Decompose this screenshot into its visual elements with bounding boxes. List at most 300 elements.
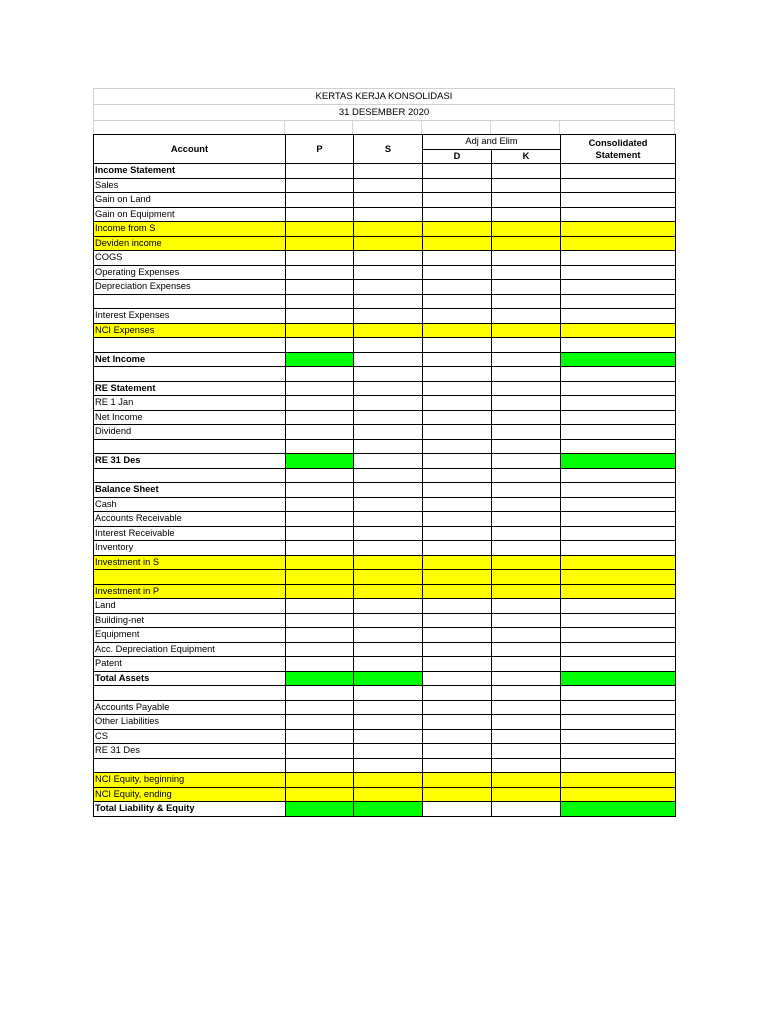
cell-d[interactable] xyxy=(423,294,492,309)
cell-k[interactable] xyxy=(492,802,561,817)
cell-d[interactable] xyxy=(423,381,492,396)
cell-cs[interactable] xyxy=(561,758,676,773)
table-row xyxy=(94,410,676,425)
cell-p[interactable] xyxy=(286,265,354,280)
table-row xyxy=(94,280,676,295)
cell-cs[interactable] xyxy=(561,193,676,208)
cell-cs[interactable] xyxy=(561,483,676,498)
cell-s[interactable] xyxy=(354,410,423,425)
cell-k[interactable] xyxy=(492,207,561,222)
cell-k[interactable] xyxy=(492,367,561,382)
cell-cs[interactable] xyxy=(561,671,676,686)
cell-s[interactable] xyxy=(354,236,423,251)
cell-k[interactable] xyxy=(492,193,561,208)
cell-s[interactable] xyxy=(354,802,423,817)
cell-k[interactable] xyxy=(492,758,561,773)
account-label: Interest Receivable xyxy=(94,526,286,541)
table-row xyxy=(94,222,676,237)
cell-p[interactable] xyxy=(286,294,354,309)
table-row xyxy=(94,251,676,266)
cell-cs[interactable] xyxy=(561,251,676,266)
cell-s[interactable] xyxy=(354,729,423,744)
cell-p[interactable] xyxy=(286,541,354,556)
cell-cs[interactable] xyxy=(561,468,676,483)
spacer-row xyxy=(93,121,675,134)
cell-k[interactable] xyxy=(492,555,561,570)
table-row xyxy=(94,787,676,802)
cell-cs[interactable] xyxy=(561,410,676,425)
cell-d[interactable] xyxy=(423,439,492,454)
cell-s[interactable] xyxy=(354,193,423,208)
cell-cs[interactable] xyxy=(561,584,676,599)
cell-d[interactable] xyxy=(423,541,492,556)
cell-d[interactable] xyxy=(423,729,492,744)
cell-cs[interactable] xyxy=(561,657,676,672)
cell-s[interactable] xyxy=(354,700,423,715)
cell-k[interactable] xyxy=(492,787,561,802)
cell-s[interactable] xyxy=(354,323,423,338)
cell-p[interactable] xyxy=(286,338,354,353)
cell-d[interactable] xyxy=(423,483,492,498)
cell-cs[interactable] xyxy=(561,207,676,222)
cell-p[interactable] xyxy=(286,323,354,338)
cell-d[interactable] xyxy=(423,555,492,570)
cell-cs[interactable] xyxy=(561,613,676,628)
cell-s[interactable] xyxy=(354,758,423,773)
cell-cs[interactable] xyxy=(561,541,676,556)
account-label: Inventory xyxy=(94,541,286,556)
cell-s[interactable] xyxy=(354,396,423,411)
table-row xyxy=(94,381,676,396)
cell-s[interactable] xyxy=(354,178,423,193)
cell-s[interactable] xyxy=(354,381,423,396)
header-consolidated xyxy=(561,135,676,164)
cell-p[interactable] xyxy=(286,599,354,614)
cell-p[interactable] xyxy=(286,178,354,193)
cell-d[interactable] xyxy=(423,338,492,353)
table-row xyxy=(94,323,676,338)
cell-p[interactable] xyxy=(286,309,354,324)
cell-k[interactable] xyxy=(492,294,561,309)
account-label: Operating Expenses xyxy=(94,265,286,280)
cell-s[interactable] xyxy=(354,164,423,179)
account-label xyxy=(94,758,286,773)
cell-cs[interactable] xyxy=(561,599,676,614)
cell-cs[interactable] xyxy=(561,787,676,802)
cell-k[interactable] xyxy=(492,715,561,730)
cell-cs[interactable] xyxy=(561,425,676,440)
cell-d[interactable] xyxy=(423,497,492,512)
cell-p[interactable] xyxy=(286,439,354,454)
account-label: Building-net xyxy=(94,613,286,628)
cell-k[interactable] xyxy=(492,396,561,411)
cell-s[interactable] xyxy=(354,294,423,309)
cell-p[interactable] xyxy=(286,628,354,643)
account-label: Accounts Payable xyxy=(94,700,286,715)
account-label: Depreciation Expenses xyxy=(94,280,286,295)
cell-k[interactable] xyxy=(492,309,561,324)
cell-p[interactable] xyxy=(286,570,354,585)
account-label: NCI Equity, ending xyxy=(94,787,286,802)
cell-d[interactable] xyxy=(423,613,492,628)
cell-cs[interactable] xyxy=(561,526,676,541)
cell-k[interactable] xyxy=(492,613,561,628)
cell-cs[interactable] xyxy=(561,802,676,817)
cell-cs[interactable] xyxy=(561,352,676,367)
account-label: Other Liabilities xyxy=(94,715,286,730)
account-label: Acc. Depreciation Equipment xyxy=(94,642,286,657)
cell-k[interactable] xyxy=(492,352,561,367)
table-row xyxy=(94,338,676,353)
account-label xyxy=(94,468,286,483)
table-row xyxy=(94,236,676,251)
header-p: P xyxy=(286,135,354,164)
cell-cs[interactable] xyxy=(561,396,676,411)
cell-d[interactable] xyxy=(423,700,492,715)
account-label: Gain on Land xyxy=(94,193,286,208)
cell-cs[interactable] xyxy=(561,164,676,179)
cell-k[interactable] xyxy=(492,265,561,280)
cell-p[interactable] xyxy=(286,222,354,237)
cell-s[interactable] xyxy=(354,265,423,280)
cell-p[interactable] xyxy=(286,686,354,701)
cell-s[interactable] xyxy=(354,352,423,367)
cell-d[interactable] xyxy=(423,642,492,657)
header-d: D xyxy=(423,149,492,164)
cell-k[interactable] xyxy=(492,729,561,744)
header-adj-elim: Adj and Elim xyxy=(423,135,561,150)
cell-d[interactable] xyxy=(423,657,492,672)
table-row xyxy=(94,570,676,585)
account-label: Sales xyxy=(94,178,286,193)
cell-s[interactable] xyxy=(354,309,423,324)
cell-p[interactable] xyxy=(286,700,354,715)
table-row xyxy=(94,352,676,367)
cell-p[interactable] xyxy=(286,729,354,744)
cell-s[interactable] xyxy=(354,787,423,802)
cell-p[interactable] xyxy=(286,497,354,512)
cell-d[interactable] xyxy=(423,787,492,802)
cell-k[interactable] xyxy=(492,222,561,237)
cell-s[interactable] xyxy=(354,628,423,643)
cell-k[interactable] xyxy=(492,454,561,469)
cell-p[interactable] xyxy=(286,555,354,570)
header-consolidated-line2: Statement xyxy=(595,150,641,160)
cell-p[interactable] xyxy=(286,773,354,788)
cell-k[interactable] xyxy=(492,164,561,179)
cell-cs[interactable] xyxy=(561,642,676,657)
header-consolidated-line1: Consolidated xyxy=(588,138,648,148)
cell-s[interactable] xyxy=(354,512,423,527)
account-label: COGS xyxy=(94,251,286,266)
account-label: Balance Sheet xyxy=(94,483,286,498)
cell-p[interactable] xyxy=(286,454,354,469)
cell-s[interactable] xyxy=(354,207,423,222)
cell-d[interactable] xyxy=(423,323,492,338)
worksheet xyxy=(93,88,675,817)
cell-s[interactable] xyxy=(354,497,423,512)
cell-k[interactable] xyxy=(492,410,561,425)
cell-p[interactable] xyxy=(286,483,354,498)
cell-p[interactable] xyxy=(286,207,354,222)
cell-k[interactable] xyxy=(492,686,561,701)
cell-p[interactable] xyxy=(286,251,354,266)
cell-k[interactable] xyxy=(492,178,561,193)
table-row xyxy=(94,686,676,701)
cell-cs[interactable] xyxy=(561,700,676,715)
cell-s[interactable] xyxy=(354,584,423,599)
cell-cs[interactable] xyxy=(561,309,676,324)
cell-p[interactable] xyxy=(286,512,354,527)
cell-d[interactable] xyxy=(423,584,492,599)
account-label: Land xyxy=(94,599,286,614)
cell-cs[interactable] xyxy=(561,715,676,730)
cell-p[interactable] xyxy=(286,468,354,483)
cell-s[interactable] xyxy=(354,526,423,541)
cell-s[interactable] xyxy=(354,686,423,701)
cell-d[interactable] xyxy=(423,236,492,251)
account-label xyxy=(94,294,286,309)
cell-k[interactable] xyxy=(492,251,561,266)
cell-d[interactable] xyxy=(423,570,492,585)
cell-d[interactable] xyxy=(423,193,492,208)
account-label: RE 1 Jan xyxy=(94,396,286,411)
table-row xyxy=(94,468,676,483)
account-label: Patent xyxy=(94,657,286,672)
cell-cs[interactable] xyxy=(561,729,676,744)
cell-d[interactable] xyxy=(423,396,492,411)
cell-d[interactable] xyxy=(423,251,492,266)
cell-d[interactable] xyxy=(423,352,492,367)
cell-d[interactable] xyxy=(423,265,492,280)
cell-d[interactable] xyxy=(423,758,492,773)
cell-p[interactable] xyxy=(286,744,354,759)
cell-p[interactable] xyxy=(286,236,354,251)
cell-s[interactable] xyxy=(354,468,423,483)
cell-s[interactable] xyxy=(354,251,423,266)
cell-d[interactable] xyxy=(423,686,492,701)
cell-k[interactable] xyxy=(492,323,561,338)
cell-d[interactable] xyxy=(423,367,492,382)
table-row xyxy=(94,164,676,179)
cell-s[interactable] xyxy=(354,222,423,237)
consolidation-table xyxy=(93,134,676,817)
cell-p[interactable] xyxy=(286,584,354,599)
cell-k[interactable] xyxy=(492,599,561,614)
cell-cs[interactable] xyxy=(561,686,676,701)
cell-cs[interactable] xyxy=(561,454,676,469)
worksheet-title: KERTAS KERJA KONSOLIDASI xyxy=(93,88,675,104)
cell-s[interactable] xyxy=(354,657,423,672)
cell-s[interactable] xyxy=(354,439,423,454)
cell-k[interactable] xyxy=(492,657,561,672)
cell-k[interactable] xyxy=(492,512,561,527)
cell-s[interactable] xyxy=(354,338,423,353)
cell-k[interactable] xyxy=(492,425,561,440)
cell-cs[interactable] xyxy=(561,497,676,512)
table-row xyxy=(94,628,676,643)
cell-k[interactable] xyxy=(492,497,561,512)
cell-k[interactable] xyxy=(492,439,561,454)
cell-p[interactable] xyxy=(286,758,354,773)
account-label: RE 31 Des xyxy=(94,454,286,469)
cell-d[interactable] xyxy=(423,744,492,759)
cell-k[interactable] xyxy=(492,584,561,599)
cell-k[interactable] xyxy=(492,526,561,541)
cell-d[interactable] xyxy=(423,628,492,643)
account-label xyxy=(94,570,286,585)
table-row xyxy=(94,584,676,599)
table-row xyxy=(94,497,676,512)
cell-k[interactable] xyxy=(492,541,561,556)
cell-k[interactable] xyxy=(492,744,561,759)
cell-cs[interactable] xyxy=(561,323,676,338)
cell-cs[interactable] xyxy=(561,178,676,193)
table-row xyxy=(94,671,676,686)
cell-cs[interactable] xyxy=(561,570,676,585)
cell-s[interactable] xyxy=(354,425,423,440)
cell-p[interactable] xyxy=(286,657,354,672)
cell-p[interactable] xyxy=(286,280,354,295)
cell-s[interactable] xyxy=(354,483,423,498)
cell-p[interactable] xyxy=(286,715,354,730)
cell-p[interactable] xyxy=(286,425,354,440)
cell-s[interactable] xyxy=(354,671,423,686)
cell-k[interactable] xyxy=(492,236,561,251)
cell-p[interactable] xyxy=(286,396,354,411)
account-label: NCI Expenses xyxy=(94,323,286,338)
account-label: Interest Expenses xyxy=(94,309,286,324)
header-k: K xyxy=(492,149,561,164)
table-row xyxy=(94,265,676,280)
account-label xyxy=(94,439,286,454)
cell-s[interactable] xyxy=(354,280,423,295)
table-row xyxy=(94,207,676,222)
cell-k[interactable] xyxy=(492,773,561,788)
header-s: S xyxy=(354,135,423,164)
cell-d[interactable] xyxy=(423,309,492,324)
table-row xyxy=(94,541,676,556)
account-label: CS xyxy=(94,729,286,744)
account-label: Dividend xyxy=(94,425,286,440)
cell-p[interactable] xyxy=(286,410,354,425)
cell-s[interactable] xyxy=(354,555,423,570)
cell-cs[interactable] xyxy=(561,222,676,237)
cell-d[interactable] xyxy=(423,599,492,614)
cell-p[interactable] xyxy=(286,367,354,382)
cell-s[interactable] xyxy=(354,541,423,556)
account-label: Investment in P xyxy=(94,584,286,599)
cell-d[interactable] xyxy=(423,178,492,193)
table-row xyxy=(94,802,676,817)
cell-p[interactable] xyxy=(286,802,354,817)
cell-d[interactable] xyxy=(423,280,492,295)
cell-p[interactable] xyxy=(286,381,354,396)
cell-s[interactable] xyxy=(354,599,423,614)
cell-d[interactable] xyxy=(423,715,492,730)
cell-d[interactable] xyxy=(423,410,492,425)
table-row xyxy=(94,512,676,527)
cell-p[interactable] xyxy=(286,642,354,657)
cell-d[interactable] xyxy=(423,773,492,788)
cell-d[interactable] xyxy=(423,512,492,527)
account-label: Income from S xyxy=(94,222,286,237)
cell-s[interactable] xyxy=(354,613,423,628)
cell-d[interactable] xyxy=(423,222,492,237)
cell-cs[interactable] xyxy=(561,512,676,527)
cell-k[interactable] xyxy=(492,338,561,353)
table-row xyxy=(94,642,676,657)
table-row xyxy=(94,425,676,440)
cell-k[interactable] xyxy=(492,628,561,643)
cell-cs[interactable] xyxy=(561,338,676,353)
cell-p[interactable] xyxy=(286,164,354,179)
table-row xyxy=(94,599,676,614)
table-row xyxy=(94,657,676,672)
cell-p[interactable] xyxy=(286,526,354,541)
cell-s[interactable] xyxy=(354,454,423,469)
cell-d[interactable] xyxy=(423,454,492,469)
cell-d[interactable] xyxy=(423,802,492,817)
cell-p[interactable] xyxy=(286,671,354,686)
cell-k[interactable] xyxy=(492,671,561,686)
cell-p[interactable] xyxy=(286,352,354,367)
cell-d[interactable] xyxy=(423,468,492,483)
account-label: Total Liability & Equity xyxy=(94,802,286,817)
cell-k[interactable] xyxy=(492,570,561,585)
table-row xyxy=(94,178,676,193)
cell-d[interactable] xyxy=(423,425,492,440)
cell-s[interactable] xyxy=(354,744,423,759)
cell-p[interactable] xyxy=(286,193,354,208)
cell-cs[interactable] xyxy=(561,265,676,280)
cell-s[interactable] xyxy=(354,570,423,585)
cell-d[interactable] xyxy=(423,671,492,686)
account-label: RE 31 Des xyxy=(94,744,286,759)
cell-d[interactable] xyxy=(423,207,492,222)
header-account: Account xyxy=(94,135,286,164)
cell-cs[interactable] xyxy=(561,744,676,759)
account-label xyxy=(94,367,286,382)
cell-cs[interactable] xyxy=(561,381,676,396)
cell-d[interactable] xyxy=(423,164,492,179)
cell-k[interactable] xyxy=(492,280,561,295)
cell-s[interactable] xyxy=(354,773,423,788)
cell-k[interactable] xyxy=(492,642,561,657)
cell-k[interactable] xyxy=(492,483,561,498)
table-row xyxy=(94,396,676,411)
cell-p[interactable] xyxy=(286,613,354,628)
cell-cs[interactable] xyxy=(561,555,676,570)
cell-d[interactable] xyxy=(423,526,492,541)
cell-cs[interactable] xyxy=(561,280,676,295)
cell-cs[interactable] xyxy=(561,367,676,382)
cell-cs[interactable] xyxy=(561,439,676,454)
cell-p[interactable] xyxy=(286,787,354,802)
cell-k[interactable] xyxy=(492,700,561,715)
cell-cs[interactable] xyxy=(561,236,676,251)
table-row xyxy=(94,454,676,469)
cell-s[interactable] xyxy=(354,642,423,657)
cell-cs[interactable] xyxy=(561,628,676,643)
cell-k[interactable] xyxy=(492,381,561,396)
cell-cs[interactable] xyxy=(561,294,676,309)
cell-cs[interactable] xyxy=(561,773,676,788)
cell-s[interactable] xyxy=(354,367,423,382)
table-row xyxy=(94,744,676,759)
cell-k[interactable] xyxy=(492,468,561,483)
cell-s[interactable] xyxy=(354,715,423,730)
